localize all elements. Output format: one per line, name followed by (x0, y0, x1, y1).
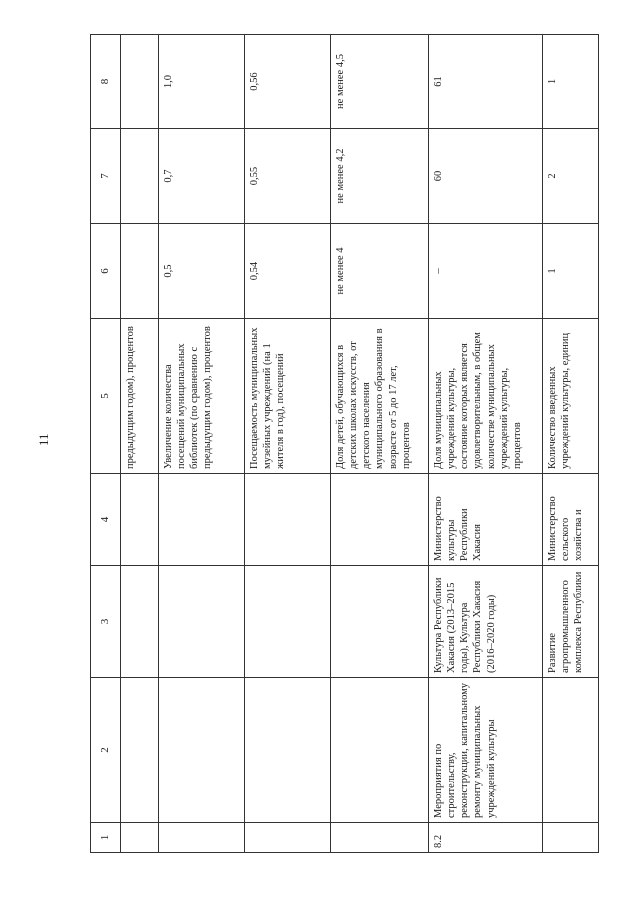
table-cell: 8.2 (429, 823, 543, 853)
table-cell (159, 823, 245, 853)
table-cell: предыдущим годом), процентов (121, 319, 159, 474)
column-header: 5 (91, 319, 121, 474)
table-cell: 0,56 (245, 35, 331, 129)
table-cell: Министерство культуры Республики Хакасия (429, 474, 543, 566)
table-cell: Развитие агропромышленного комплекса Республики (543, 566, 599, 678)
table-cell: 0,5 (159, 224, 245, 319)
table-cell: 0,55 (245, 129, 331, 224)
table-row (543, 35, 599, 853)
table-row (331, 35, 429, 853)
table-row (121, 35, 159, 853)
table-cell: 2 (543, 129, 599, 224)
table-cell: 1 (543, 35, 599, 129)
table-cell (121, 678, 159, 823)
table-cell: 60 (429, 129, 543, 224)
table-cell: – (429, 224, 543, 319)
table-cell: Доля детей, обучающихся в детских школах искусств, от детского населения муниципального образования в возрасте от 5 до 17 лет, процентов (331, 319, 429, 474)
table-cell: 61 (429, 35, 543, 129)
table-cell: 1 (543, 224, 599, 319)
table-cell (159, 474, 245, 566)
table-cell (159, 678, 245, 823)
column-header: 4 (91, 474, 121, 566)
table-cell (159, 566, 245, 678)
table-cell (245, 678, 331, 823)
table-cell: Увеличение количества посещений муниципальных библиотек (по сравнению с предыдущим годом), процентов (159, 319, 245, 474)
column-header: 8 (91, 35, 121, 129)
column-header: 3 (91, 566, 121, 678)
table-cell: не менее 4,5 (331, 35, 429, 129)
table-cell: 0,7 (159, 129, 245, 224)
table-cell (331, 566, 429, 678)
table-cell (121, 823, 159, 853)
column-header: 6 (91, 224, 121, 319)
table-cell (121, 129, 159, 224)
table-row (159, 35, 245, 853)
indicators-table (90, 34, 599, 853)
column-header: 7 (91, 129, 121, 224)
table-cell (543, 678, 599, 823)
table-cell (331, 474, 429, 566)
page-number: 11 (36, 433, 51, 446)
table-row (429, 35, 543, 853)
table-cell (121, 566, 159, 678)
table-cell (245, 474, 331, 566)
table-cell: не менее 4 (331, 224, 429, 319)
header-row (91, 35, 121, 853)
table-cell (331, 823, 429, 853)
table-cell (121, 474, 159, 566)
column-header: 2 (91, 678, 121, 823)
table-cell: Мероприятия по строительству, реконструкции, капитальному ремонту муниципальных учреждений культуры (429, 678, 543, 823)
table-cell (331, 678, 429, 823)
table-cell: 0,54 (245, 224, 331, 319)
table-cell (543, 823, 599, 853)
table-cell (245, 566, 331, 678)
table-row (245, 35, 331, 853)
table-cell: Количество введенных учреждений культуры, единиц (543, 319, 599, 474)
column-header: 1 (91, 823, 121, 853)
table-cell: не менее 4,2 (331, 129, 429, 224)
table-cell: 1,0 (159, 35, 245, 129)
table-cell: Министерство сельского хозяйства и (543, 474, 599, 566)
rotated-page (90, 35, 612, 853)
table-cell (245, 823, 331, 853)
table-cell (121, 35, 159, 129)
table-cell: Доля муниципальных учреждений культуры, состояние которых является удовлетворительным, в общем количестве муниципальных учреждений культуры, процентов (429, 319, 543, 474)
table-cell (121, 224, 159, 319)
table-cell: Посещаемость муниципальных музейных учреждений (на 1 жителя в год), посещений (245, 319, 331, 474)
table-cell: Культура Республики Хакасия (2013–2015 годы), Культура Республики Хакасия (2016–2020 годы) (429, 566, 543, 678)
